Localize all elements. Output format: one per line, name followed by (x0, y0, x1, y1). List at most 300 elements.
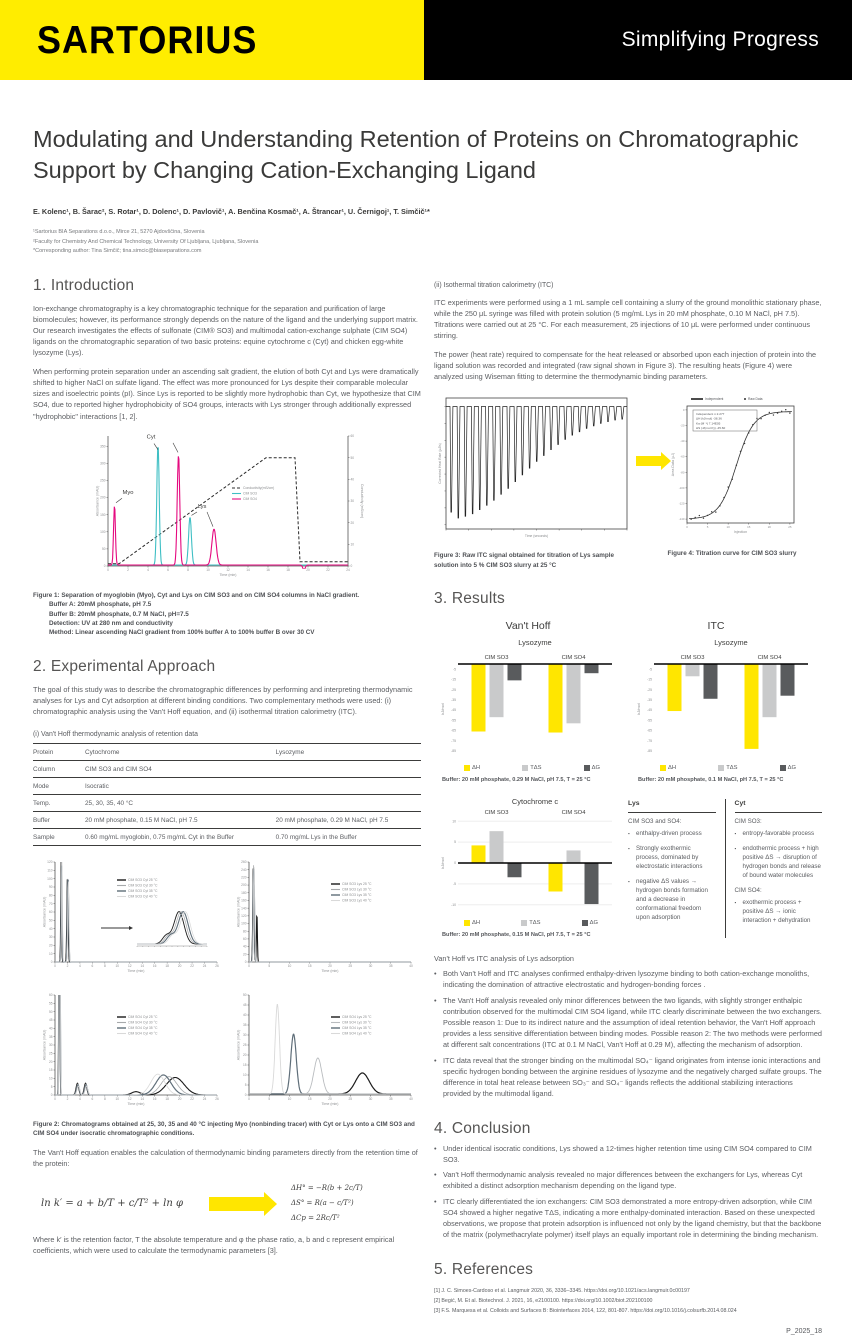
svg-text:-35: -35 (451, 698, 456, 703)
svg-text:24: 24 (346, 567, 350, 572)
figure2-so3-cyt-chart (33, 856, 221, 983)
figure1-caption-sub: Method: Linear ascending NaCl gradient from 100% buffer A to 100% buffer B over 30 CV (49, 629, 315, 637)
vhitc-analysis-title: Van't Hoff vs ITC analysis of Lys adsorption (434, 954, 574, 964)
table-row: Column CIM SO3 and CIM SO4 (33, 761, 421, 778)
svg-text:20: 20 (177, 1097, 182, 1102)
cyt-panel-column (725, 799, 822, 938)
svg-text:0: 0 (244, 960, 247, 965)
svg-text:kJ/mol: kJ/mol (440, 857, 445, 870)
svg-text:26: 26 (215, 1097, 219, 1102)
svg-text:80: 80 (48, 893, 53, 898)
svg-text:Cyt: Cyt (146, 434, 156, 441)
list-item: ▪ negative ΔS values → hydrogen bonds formation and a decrease in conformational freedom upon adsorption (628, 878, 715, 923)
tagline-text: Simplifying Progress (621, 28, 819, 51)
svg-text:-120: -120 (678, 501, 685, 506)
svg-text:CIM SO3: CIM SO3 (484, 655, 509, 662)
svg-text:4: 4 (79, 1097, 81, 1102)
figure2-grid (33, 856, 421, 1116)
equation-lnk: ln k′ = a + b/T + c/T² + ln φ (41, 1198, 183, 1210)
svg-text:30: 30 (368, 1097, 373, 1102)
tds-swatch (522, 765, 528, 771)
table-row: Temp. 25, 30, 35, 40 °C (33, 795, 421, 812)
svg-text:CIM SO3 Lys 25 °C: CIM SO3 Lys 25 °C (342, 882, 372, 887)
lys-cyt-comparison-panel (628, 799, 822, 938)
figure3-raw-itc-chart (434, 392, 631, 547)
svg-text:20: 20 (242, 1053, 247, 1058)
svg-text:Lysozyme: Lysozyme (714, 638, 748, 648)
svg-text:24: 24 (202, 1097, 207, 1102)
svg-text:0: 0 (103, 563, 106, 568)
svg-text:260: 260 (241, 860, 247, 865)
svg-text:kJ/mol: kJ/mol (636, 703, 641, 716)
svg-text:-35: -35 (647, 698, 652, 703)
svg-text:-85: -85 (451, 749, 456, 754)
section-results-heading: 3. Results (434, 590, 505, 608)
svg-text:10: 10 (115, 1097, 120, 1102)
svg-text:10: 10 (350, 542, 355, 547)
lysozyme-charts-row (434, 636, 822, 783)
svg-text:CIM SO4: CIM SO4 (561, 810, 586, 817)
equation-dh: ΔH° = −R(b + 2c/T) (290, 1184, 363, 1193)
reference-item: [3] F.S. Marquesa et al. Colloids and Surfaces B: Biointerfaces 2014, 122, 801-807. https://doi.org/10.1016/j.colsurfb.2014.08.024 (434, 1307, 737, 1314)
svg-text:18: 18 (165, 964, 169, 969)
svg-text:0: 0 (682, 408, 685, 413)
dg-label: ΔG (591, 765, 600, 772)
logo-area (0, 0, 424, 80)
svg-text:5: 5 (244, 1083, 247, 1088)
itc-lysozyme-caption: Buffer: 20 mM phosphate, 0.1 M NaCl, pH 7.5, T = 25 °C (638, 777, 784, 784)
figure2-so3-lys-chart (227, 856, 415, 983)
svg-text:Corrected Heat Rate (μJ/s): Corrected Heat Rate (μJ/s) (438, 443, 442, 485)
svg-text:CIM SO3 Cyt 35 °C: CIM SO3 Cyt 35 °C (128, 889, 158, 894)
svg-text:CIM SO3 Lys 35 °C: CIM SO3 Lys 35 °C (342, 893, 372, 898)
svg-text:50: 50 (242, 993, 247, 998)
dg-swatch (584, 765, 590, 771)
svg-text:8: 8 (103, 964, 106, 969)
svg-text:CIM SO4 Cyt 35 °C: CIM SO4 Cyt 35 °C (128, 1026, 158, 1031)
table-row: Buffer 20 mM phosphate, 0.15 M NaCl, pH 7.5 20 mM phosphate, 0.29 M NaCl, pH 7.5 (33, 812, 421, 829)
svg-text:15: 15 (48, 1068, 53, 1073)
list-item: ▪ Strongly exothermic process, dominated by electrostatic interactions (628, 845, 715, 872)
svg-text:30: 30 (48, 1043, 53, 1048)
svg-text:Absorbance (mAU): Absorbance (mAU) (236, 896, 241, 928)
svg-text:25: 25 (788, 525, 792, 530)
equation-dcp: ΔCp = 2Rc/T² (290, 1214, 340, 1223)
svg-text:60: 60 (48, 993, 53, 998)
authors-line: E. Kolenc¹, B. Šarac², S. Rotar¹, D. Dolenc¹, D. Pavlovič¹, A. Benčina Kosmač¹, A. Štrancar¹, U. Černigoj¹, T. Simčič¹* (33, 206, 430, 216)
two-column-layout (33, 276, 822, 1335)
svg-text:-15: -15 (647, 677, 652, 682)
svg-text:20: 20 (350, 520, 355, 525)
svg-text:2: 2 (127, 567, 129, 572)
svg-text:CIM SO4: CIM SO4 (561, 655, 586, 662)
lys-panel-column (628, 799, 724, 938)
svg-text:120: 120 (47, 860, 53, 865)
svg-text:50: 50 (48, 918, 53, 923)
svg-text:8: 8 (103, 1097, 106, 1102)
dg-swatch (582, 920, 588, 926)
svg-text:20: 20 (177, 964, 182, 969)
svg-text:CIM SO4: CIM SO4 (243, 496, 257, 501)
right-column (434, 277, 822, 1335)
conclusion-bullet-list (434, 1144, 822, 1242)
table-row: Sample 0.60 mg/mL myoglobin, 0.75 mg/mL Cyt in the Buffer 0.70 mg/mL Lys in the Buffer (33, 829, 421, 846)
svg-text:Absorbance (mAU): Absorbance (mAU) (42, 1029, 47, 1061)
svg-text:350: 350 (100, 443, 106, 448)
cyt-panel-title: Cyt (735, 799, 822, 813)
svg-text:-25: -25 (647, 688, 652, 693)
svg-text:10: 10 (726, 525, 730, 530)
svg-text:20: 20 (328, 1097, 332, 1102)
svg-text:40: 40 (48, 1026, 53, 1031)
svg-text:Conductivity(mS/cm): Conductivity(mS/cm) (243, 485, 275, 490)
svg-text:Time (min): Time (min) (321, 969, 339, 974)
svg-text:12: 12 (127, 1097, 132, 1102)
svg-text:Absorbance (mAU): Absorbance (mAU) (95, 485, 100, 516)
svg-text:-10: -10 (451, 903, 456, 908)
list-item: • Both Van't Hoff and ITC analyses confirmed enthalpy-driven lysozyme binding to both cation-exchange monoliths, indicating the domination of attractive electrostatic and hydrogen-bonding forces . (434, 969, 822, 991)
tds-label: TΔS (530, 765, 542, 772)
svg-text:CIM SO4 Lys 40 °C: CIM SO4 Lys 40 °C (342, 1031, 372, 1036)
svg-text:-5: -5 (648, 667, 652, 672)
itc-paragraph-2: The power (heat rate) required to compensate for the heat released or absorbed upon each injection of protein into the ligand solution was recorded and integrated (raw signal shown in Figure 3). The resulting heats (Figure 4) were analyzed using Wiseman fitting to determine the thermodynamic binding parameters. (434, 350, 817, 382)
svg-text:10: 10 (115, 964, 120, 969)
svg-text:12: 12 (127, 964, 132, 969)
figure1-wrap (33, 430, 421, 587)
list-item: • Van't Hoff thermodynamic analysis revealed no major differences between the exchangers for Lys, whereas Cyt exhibited a distinct adsorption mechanism depending on the ligand type. (434, 1170, 822, 1192)
reference-item: [1] J. C. Simoes-Cardoso et al. Langmuir 2020, 36, 3336–3345. https://doi.org/10.1021/acs.langmuir.0c00197 (434, 1288, 690, 1295)
svg-text:5: 5 (268, 964, 271, 969)
svg-text:20: 20 (48, 943, 53, 948)
svg-text:CIM SO3: CIM SO3 (243, 491, 257, 496)
svg-text:CIM SO3 Cyt 40 °C: CIM SO3 Cyt 40 °C (128, 894, 158, 899)
svg-text:Time (min): Time (min) (127, 969, 145, 974)
svg-text:6: 6 (167, 567, 169, 572)
svg-text:10: 10 (287, 964, 292, 969)
vant-hoff-lysozyme-chart (434, 636, 622, 763)
figure1-caption-sub: Buffer A: 20mM phosphate, pH 7.5 (49, 601, 152, 609)
svg-text:25: 25 (242, 1043, 247, 1048)
svg-text:8: 8 (187, 567, 189, 572)
svg-text:4: 4 (79, 964, 81, 969)
svg-text:Time (min): Time (min) (321, 1102, 339, 1107)
vant-hoff-column-label: Van't Hoff (505, 620, 551, 633)
figure1-chromatogram (82, 430, 372, 587)
svg-text:0: 0 (50, 960, 53, 965)
svg-text:10: 10 (287, 1097, 292, 1102)
svg-text:18: 18 (286, 567, 290, 572)
svg-text:CIM SO3: CIM SO3 (484, 810, 509, 817)
svg-text:18: 18 (165, 1097, 169, 1102)
svg-text:120: 120 (241, 913, 247, 918)
svg-text:Lysozyme: Lysozyme (518, 638, 552, 648)
svg-text:40: 40 (409, 964, 413, 969)
svg-text:-5: -5 (452, 882, 456, 887)
svg-text:ΔH (kJ/mol) -38.36: ΔH (kJ/mol) -38.36 (696, 417, 722, 422)
svg-text:CIM SO4 Lys 30 °C: CIM SO4 Lys 30 °C (342, 1020, 372, 1025)
svg-text:220: 220 (241, 875, 247, 880)
list-item: • ITC data reveal that the stronger binding on the multimodal SO₄⁻ ligand originates from intense ionic interactions and specific hydrogen bonding between the arginine residues of lysozyme and the negatively charged sulfate groups. The difference in total heat release between SO₃⁻ and SO₄⁻ ligands reflects the additional stabilizing interactions provided by the multimodal ligand. (434, 1056, 822, 1100)
svg-text:0: 0 (54, 1097, 56, 1102)
svg-text:16: 16 (266, 567, 270, 572)
affiliation-line: ¹Sartorius BIA Separations d.o.o., Mirce 21, 5270 Ajdovščina, Slovenia (33, 228, 205, 235)
svg-text:0: 0 (107, 567, 109, 572)
svg-text:30: 30 (368, 964, 373, 969)
svg-text:Ka (M⁻¹) 7.14E05: Ka (M⁻¹) 7.14E05 (696, 421, 721, 426)
svg-text:-60: -60 (680, 455, 685, 460)
svg-text:5: 5 (706, 525, 709, 530)
svg-text:0: 0 (686, 525, 688, 530)
poster-id: P_2025_18 (786, 1328, 822, 1335)
experimental-paragraph: The goal of this study was to describe the chromatographic differences by performing and interpreting thermodynamic analyses for Lys and Cyt adsorption at different binding conditions. Two complementary methods were used: (i) chromatographic analysis using the Van't Hoff equation, and (ii) isothermal titration calorimetry (ITC). (33, 684, 413, 716)
svg-text:250: 250 (100, 478, 106, 483)
svg-text:0: 0 (454, 861, 456, 866)
svg-text:16: 16 (152, 1097, 157, 1102)
svg-text:20: 20 (306, 567, 310, 572)
dh-label: ΔH (472, 765, 481, 772)
dh-swatch (464, 765, 470, 771)
svg-text:Conductivity (mS/cm): Conductivity (mS/cm) (360, 483, 364, 518)
svg-text:-45: -45 (647, 708, 652, 713)
svg-text:10: 10 (48, 1076, 53, 1081)
svg-text:CIM SO4 Cyt 40 °C: CIM SO4 Cyt 40 °C (128, 1031, 158, 1036)
svg-text:2: 2 (66, 1097, 69, 1102)
svg-text:240: 240 (241, 867, 247, 872)
list-item: • Under identical isocratic conditions, Lys showed a 12-times higher retention time using CIM SO4 compared to CIM SO3. (434, 1144, 822, 1166)
svg-text:22: 22 (190, 1097, 194, 1102)
vant-hoff-cytochrome-caption: Buffer: 20 mM phosphate, 0.15 M NaCl, pH 7.5, T = 25 °C (442, 932, 591, 939)
svg-text:90: 90 (48, 885, 53, 890)
svg-text:-140: -140 (678, 517, 685, 522)
svg-text:20: 20 (328, 964, 332, 969)
figure3-block (434, 392, 631, 570)
svg-text:-55: -55 (451, 718, 456, 723)
svg-text:20: 20 (48, 1059, 53, 1064)
vant-hoff-cytochrome-block (434, 795, 620, 938)
svg-text:CIM SO4 Lys 35 °C: CIM SO4 Lys 35 °C (342, 1026, 372, 1031)
experimental-conditions-table (33, 743, 421, 846)
svg-text:45: 45 (242, 1003, 247, 1008)
svg-text:35: 35 (242, 1023, 247, 1028)
equation-ds: ΔS° = R(a − c/T²) (290, 1199, 354, 1208)
svg-text:0: 0 (248, 1097, 250, 1102)
figure4-block (665, 392, 799, 558)
svg-text:140: 140 (241, 906, 247, 911)
svg-text:24: 24 (202, 964, 207, 969)
svg-text:-25: -25 (451, 688, 456, 693)
svg-text:200: 200 (241, 883, 247, 888)
svg-text:160: 160 (241, 898, 247, 903)
svg-text:Time (min): Time (min) (127, 1102, 145, 1107)
svg-text:CIM SO4: CIM SO4 (757, 655, 782, 662)
svg-text:14: 14 (140, 1097, 145, 1102)
figure1-caption (33, 591, 421, 638)
svg-text:60: 60 (350, 433, 355, 438)
svg-text:22: 22 (190, 964, 194, 969)
svg-text:Independent n 2.277: Independent n 2.277 (696, 412, 725, 417)
svg-text:150: 150 (100, 512, 106, 517)
list-item: • ITC clearly differentiated the ion exchangers: CIM SO3 demonstrated a more entropy-driven adsorption, while CIM SO4 showed a higher negative TΔS, indicating a more enthalpy-dominated interaction. Based on these unexpected observations, we propose that protein adsorption is influenced not only by the ligand chemistry, but that the backbone of the matrix (polymethacrylate polymer) itself plays an equally important role in determining the binding mechanism. (434, 1197, 822, 1241)
svg-text:-65: -65 (451, 728, 456, 733)
itc-figures-row (434, 392, 822, 570)
svg-text:-40: -40 (680, 439, 685, 444)
reference-item: [2] Begić, M. Et al. Biotechnol. J. 2021, 16, e2100100. https://doi.org/10.1002/biot.202100100 (434, 1297, 653, 1304)
svg-text:-55: -55 (647, 718, 652, 723)
vant-hoff-cytochrome-chart (434, 795, 620, 918)
svg-text:0: 0 (350, 563, 353, 568)
left-column (33, 277, 421, 1335)
section-introduction-heading: 1. Introduction (33, 276, 135, 294)
svg-text:50: 50 (350, 455, 355, 460)
table-row: Mode Isocratic (33, 778, 421, 795)
svg-text:80: 80 (242, 929, 247, 934)
svg-text:5: 5 (50, 1084, 53, 1089)
intro-paragraph-1: Ion-exchange chromatography is a key chromatographic technique for the separation and purification of large biomolecules; however, its performance strongly depends on the nature of the ligand and the underlying support matrix. Our research investigates the effects of sulfonate (CIM® SO3) and multimodal cation-exchange sulphate (CIM SO4) ligands on the chromatographic separation of two basic proteins: equine cytochrome c (Cyt) and chicken egg-white lysozyme (Lys). (33, 303, 418, 358)
vant-hoff-footnote: Where k′ is the retention factor, T the absolute temperature and φ the phase ratio, a, b and c represent empirical coefficients, which were used to calculate the termodynamic parameters [3]. (33, 1235, 395, 1256)
dg-swatch (780, 765, 786, 771)
list-item: ▪ endothermic process + high positive ΔS → disruption of hydrogen bonds and release of bound water molecules (735, 845, 822, 881)
svg-text:15: 15 (307, 1097, 312, 1102)
svg-text:15: 15 (747, 525, 751, 530)
svg-text:45: 45 (48, 1018, 53, 1023)
svg-text:15: 15 (242, 1063, 247, 1068)
figure1-caption-sub: Detection: UV at 280 nm and conductivity (49, 619, 173, 627)
svg-text:CIM SO3: CIM SO3 (680, 655, 705, 662)
svg-text:-20: -20 (680, 423, 685, 428)
svg-text:Absorbance (mAU): Absorbance (mAU) (42, 896, 47, 928)
svg-text:-80: -80 (680, 470, 685, 475)
svg-text:6: 6 (91, 964, 94, 969)
svg-text:10: 10 (452, 819, 456, 824)
svg-text:Independent: Independent (705, 397, 724, 402)
list-item: ▪ exothermic process + positive ΔS → ionic interaction + dehydration (735, 899, 822, 926)
tds-swatch (521, 920, 527, 926)
svg-text:-5: -5 (452, 667, 456, 672)
svg-text:10: 10 (48, 951, 53, 956)
svg-text:6: 6 (91, 1097, 94, 1102)
svg-text:Myo: Myo (122, 489, 134, 496)
svg-text:4: 4 (147, 567, 149, 572)
figure1-caption-main: Figure 1: Separation of myoglobin (Myo), Cyt and Lys on CIM SO3 and on CIM SO4 columns in NaCl gradient. (33, 591, 360, 599)
svg-text:40: 40 (409, 1097, 413, 1102)
svg-text:55: 55 (48, 1001, 53, 1006)
svg-text:100: 100 (241, 921, 247, 926)
svg-text:CIM SO4 Lys 25 °C: CIM SO4 Lys 25 °C (342, 1015, 372, 1020)
references-list (434, 1287, 822, 1316)
yellow-arrow-icon (636, 456, 662, 466)
section-experimental-heading: 2. Experimental Approach (33, 657, 216, 675)
dh-label: ΔH (668, 765, 677, 772)
svg-text:CIM SO4 Cyt 25 °C: CIM SO4 Cyt 25 °C (128, 1015, 158, 1020)
vant-hoff-lysozyme-block (434, 636, 622, 783)
list-item: ▪ entropy-favorable process (735, 830, 822, 839)
section-references-heading: 5. References (434, 1261, 534, 1279)
figure2-caption: Figure 2: Chromatograms obtained at 25, 30, 35 and 40 °C injecting Myo (nonbinding tracer) with Cyt or Lys onto a CIM SO3 and CIM SO4 under isocratic chromatographic conditions. (33, 1121, 415, 1138)
svg-text:40: 40 (242, 944, 247, 949)
bar-legend (434, 765, 622, 771)
tagline-area (424, 0, 852, 80)
svg-text:ΔS (J/(mol·K)) -45.60: ΔS (J/(mol·K)) -45.60 (696, 426, 726, 431)
svg-text:0: 0 (50, 1093, 53, 1098)
svg-text:40: 40 (48, 926, 53, 931)
svg-text:25: 25 (348, 964, 353, 969)
svg-text:60: 60 (48, 910, 53, 915)
cytochrome-row (434, 795, 822, 938)
cyt-panel-subhead-so4: CIM SO4: (734, 887, 762, 895)
dg-label: ΔG (787, 765, 796, 772)
cyt-panel-list-so4 (735, 899, 822, 926)
svg-text:25: 25 (348, 1097, 353, 1102)
itc-lysozyme-block (630, 636, 818, 783)
svg-text:300: 300 (100, 461, 106, 466)
figure3-caption: Figure 3: Raw ITC signal obtained for titration of Lys sample solution into 5 % CIM SO3 slurry at 25 °C (434, 552, 614, 569)
itc-lysozyme-chart (630, 636, 818, 763)
svg-text:30: 30 (48, 935, 53, 940)
svg-text:Time (min): Time (min) (219, 572, 237, 577)
list-item: • The Van't Hoff analysis revealed only minor differences between the two ligands, with slightly stronger enthalpic contribution observed for the multimodal CIM SO4 ligand, while ITC clearly discriminate between the two exchangers. Possible reason 1: Due to its indirect nature and the assumption of ideal retention behavior, the Van't Hoff approach provides a less sensitive differentiation between binding modes. Possible reason 2: The two methods were performed at different salt concentrations (ITC at 0.1 M NaCl, Van't Hoff at 0.29 M), affecting the mechanism of adsorption. (434, 996, 822, 1051)
svg-text:20: 20 (242, 952, 247, 957)
figure2-so4-lys-chart (227, 989, 415, 1116)
svg-text:12: 12 (226, 567, 230, 572)
svg-text:70: 70 (48, 901, 53, 906)
method-i-label: (i) Van't Hoff thermodynamic analysis of retention data (33, 731, 198, 739)
results-method-headers (434, 620, 822, 632)
dh-swatch (464, 920, 470, 926)
lys-panel-list (628, 830, 715, 923)
svg-text:Raw Data: Raw Data (748, 397, 763, 402)
figure4-caption: Figure 4: Titration curve for CIM SO3 slurry (667, 550, 797, 558)
svg-text:110: 110 (47, 868, 53, 873)
svg-text:-75: -75 (451, 739, 456, 744)
svg-text:35: 35 (48, 1034, 53, 1039)
results-bullet-list (434, 969, 822, 1099)
figure1-caption-sub: Buffer B: 20mM phosphate, 0.7 M NaCl, pH=7.5 (49, 610, 189, 618)
yellow-arrow-icon (209, 1197, 265, 1211)
cyt-panel-list-so3 (735, 830, 822, 881)
svg-text:CIM SO3 Lys 40 °C: CIM SO3 Lys 40 °C (342, 898, 372, 903)
figure4-titration-chart (665, 392, 799, 545)
lys-panel-subhead: CIM SO3 and SO4: (628, 818, 682, 826)
svg-text:60: 60 (242, 937, 247, 942)
svg-text:2: 2 (66, 964, 69, 969)
bar-legend (434, 920, 620, 926)
svg-text:5: 5 (454, 840, 456, 845)
method-ii-label: (ii) Isothermal titration calorimetry (ITC) (434, 281, 554, 289)
svg-text:25: 25 (48, 1051, 53, 1056)
svg-text:22: 22 (326, 567, 330, 572)
svg-text:10: 10 (242, 1073, 247, 1078)
svg-text:20: 20 (767, 525, 771, 530)
svg-text:40: 40 (242, 1013, 247, 1018)
svg-text:5: 5 (268, 1097, 271, 1102)
affiliation-line: ²Faculty for Chemistry And Chemical Technology, University Of Ljubljana, Ljubljana, Slovenia (33, 238, 259, 245)
bar-legend (630, 765, 818, 771)
svg-text:180: 180 (241, 890, 247, 895)
poster-title: Modulating and Understanding Retention of Proteins on Chromatographic Support by Changing Cation-Exchanging Ligand (33, 126, 799, 184)
svg-text:Lys: Lys (197, 503, 207, 510)
svg-text:14: 14 (140, 964, 145, 969)
svg-text:50: 50 (48, 1009, 53, 1014)
svg-text:35: 35 (388, 1097, 393, 1102)
figure2-so4-cyt-chart (33, 989, 221, 1116)
svg-text:Injection: Injection (733, 530, 748, 535)
svg-text:CIM SO4 Cyt 30 °C: CIM SO4 Cyt 30 °C (128, 1020, 158, 1025)
lys-panel-title: Lys (628, 799, 715, 813)
poster-content (0, 124, 852, 1335)
affiliation-line: *Corresponding author: Tina Simčič; tina.simcic@biaseparations.com (33, 248, 202, 255)
table-row: Protein Cytochrome Lysozyme (33, 744, 421, 761)
dg-label: ΔG (589, 920, 599, 927)
